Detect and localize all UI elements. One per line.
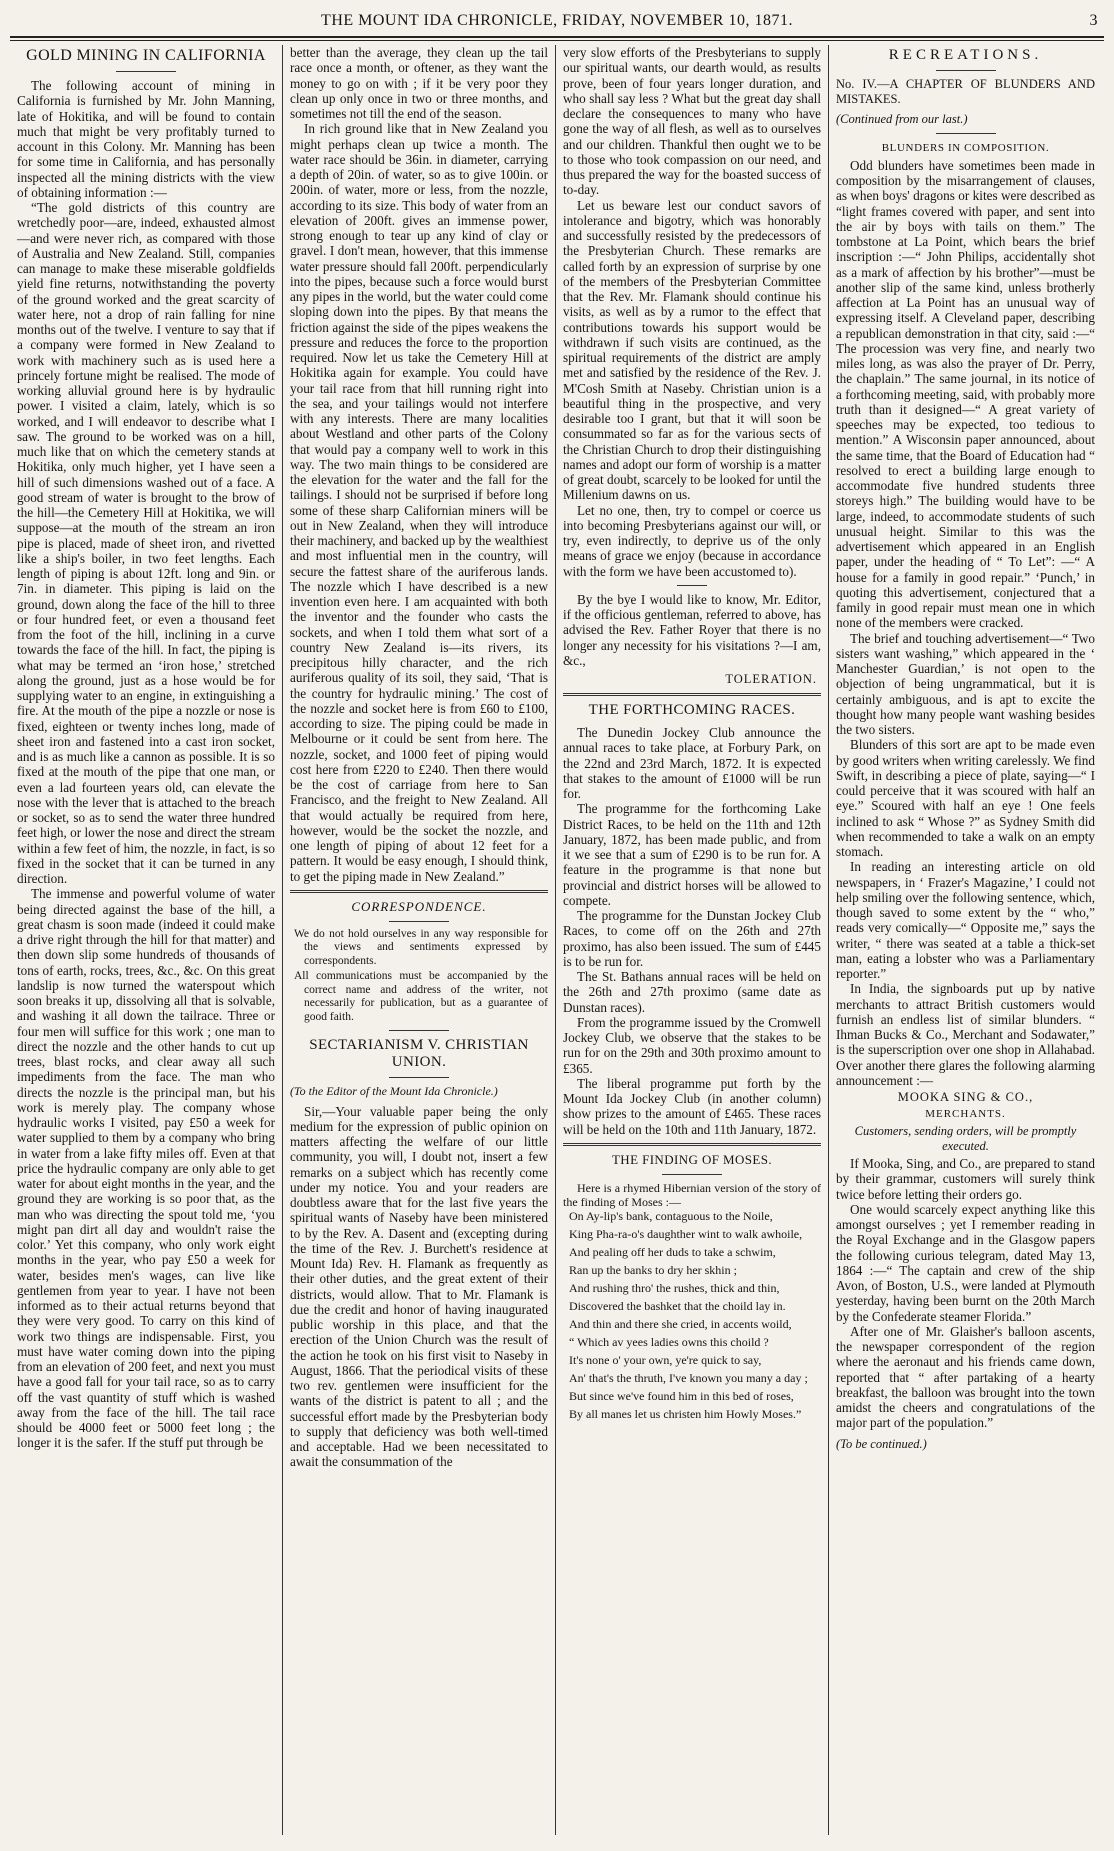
column-4 — [829, 45, 1102, 1835]
letter-signature: TOLERATION. — [725, 672, 817, 686]
section-rule — [563, 693, 821, 696]
poem-line: By all manes let us christen him Howly Moses.” — [569, 1406, 802, 1421]
article-paragraph: “The gold districts of this country are wretchedly poor—are, indeed, exhausted almost—and were never rich, as compared with those of Australia and New Zealand. Still, companies can manage to make these miserable goldfields yield fine returns, notwithstanding the poverty of the ground worked and the great scarcity of water here, not a drop of rain falling for nine months out of the twelve. I venture to say that if a company were formed in New Zealand to work with machinery such as is used here a princely fortune might be realised. The mode of working alluvial ground here is by hydraulic power. I visited a claim, lately, which is so worked, and I will endeavor to describe what I saw. The ground to be worked was on a hill, much like that on which the cemetery stands at Hokitika, only much higher, yet I have seen a hill of such dimensions washed out of a face. A good stream of water is brought to the brow of the hill—the Cemetery Hill at Hokitika, we will suppose—at the mouth of the stream an iron pipe is placed, made of sheet iron, and rivetted like a ship's boiler, in two feet lengths. Each length of piping is about 12ft. long and 9in. or 7in. in diameter. This piping is laid on the ground, down along the face of the hill to three or four hundred feet, or even a thousand feet from the foot of the hill, inclining in a curve towards the face of the hill. In fact, the piping is what may be termed an ‘iron hose,’ stretched along the ground, just as a hose would be for supplying water to an engine, in extinguishing a fire. At the mouth of the pipe a nozzle or nose is fixed, eighteen or twenty inches long, made of sheet iron and fastened into a cast iron socket, and is as much like a cannon as possible. It is so fixed at the mouth of the pipe that one man, or even a lad fourteen years old, can elevate the nose with the lever that is attached to the breach or socket, so as to send the water three hundred feet high, or lower the nose and direct the stream within a few feet of him, the nozzle, in fact, is so fixed in the socket that it can be turned in any direction. — [17, 200, 275, 886]
article-paragraph: In India, the signboards put up by native merchants to attract British customers would furnish an endless list of similar blunders. “ Ihman Bucks & Co., Merchant and Sodawater,” is the superscription over one shop in Allahabad. Over another there glares the following alarming announcement :— — [836, 981, 1095, 1088]
poem-line: And rushing thro' the rushes, thick and thin, — [569, 1280, 780, 1295]
races-paragraph: The programme for the Dunstan Jockey Club Races, to come off on the 26th and 27th proximo, has also been issued. The sum of £445 is to be run for. — [563, 908, 821, 969]
article-paragraph: The brief and touching advertisement—“ Two sisters want washing,” which appeared in the ‘ Manchester Guardian,’ is not open to the objection of being ungrammatical, but it is certainly ambiguous, and is apt to excite the thought how many people want washing besides the two sisters. — [836, 630, 1095, 737]
column-3 — [556, 45, 829, 1835]
article-paragraph: Odd blunders have sometimes been made in composition by the misarrangement of clauses, as when boys' dragons or kites were described as “light frames covered with paper, and sent into the air by boys with tails on them.” The tombstone at La Point, which bears the brief inscription :—“ John Philips, accidentally shot as a mark of affection by his brother”—must be another slip of the same kind, unless brotherly affection at La Point has an unusual way of expressing itself. A Cleveland paper, describing a republican demonstration in that city, said :—“ The procession was very fine, and nearly two miles long, as was also the prayer of Dr. Perry, the chaplain.” The same journal, in its notice of a forthcoming meeting, said, with probably more truth than it designed—“ A great variety of speeches may be expected, too tedious to mention.” A Wisconsin paper announced, about the same time, that the Board of Education had “ resolved to erect a building large enough to accommodate five hundred students three storeys high.” The building would have to be large, indeed, to accommodate students of such unusual height. Similar to this was the advertisement which appeared in an English paper, under the heading of “ To Let”: —“ A house for a family in good repair.” ‘Punch,’ in quoting this advertisement, conjectured that a family in good repair must mean one in which none of the members were cracked. — [836, 157, 1095, 631]
advert-line: Customers, sending orders, will be promptly executed. — [854, 1124, 1077, 1153]
notice-item: We do not hold ourselves in any way responsible for the views and sentiments expressed by correspondents. — [294, 927, 548, 967]
article-paragraph: If Mooka, Sing, and Co., are prepared to stand by their grammar, customers will surely think twice before letting their orders go. — [836, 1156, 1095, 1202]
divider — [662, 1174, 722, 1175]
divider — [936, 70, 996, 71]
poem-line: On Ay-lip's bank, contaguous to the Noile, — [569, 1208, 773, 1223]
poem-line: And thin and there she cried, in accents woild, — [569, 1316, 792, 1331]
divider — [389, 1077, 449, 1078]
advert-line: MOOKA SING & CO., — [897, 1090, 1034, 1104]
poem — [563, 1209, 821, 1421]
masthead — [10, 6, 1104, 36]
divider — [389, 921, 449, 922]
article-paragraph: better than the average, they clean up the tail race once a month, or oftener, as they want the money to go on with ; if it be very poor they clean up only once in two or three months, and sometimes not till the end of the season. — [290, 45, 548, 121]
poem-line: And pealing off her duds to take a schwim, — [569, 1244, 776, 1259]
editorial-notices — [290, 928, 548, 1025]
header-rule-thin — [10, 40, 1104, 41]
races-paragraph: The liberal programme put forth by the Mount Ida Jockey Club (in another column) show prizes to the amount of £465. These races will be held on the 10th and 11th January, 1872. — [563, 1075, 821, 1137]
letter-paragraph: Let us beware lest our conduct savors of intolerance and bigotry, which was honorably and successfully resisted by the predecessors of the Presbyterian Church. These remarks are called forth by an expression of surprise by one of the members of the Presbyterian Committee that the Rev. Mr. Flamank should continue his visits, as well as by a rumor to the effect that contributions towards his support would be withdrawn if such visits are continued, as the spiritual requirements of the district are amply met and satisfied by the residence of the Rev. J. M'Cosh Smith at Naseby. Christian union is a beautiful thing in the prospective, and very desirable too I grant, but that it will soon be consummated so far as for the various sects of the Christian Church to drop their distinguishing names and adopt our form of worship is a matter of great doubt, scarcely to be looked for until the Millenium dawns on us. — [563, 197, 821, 503]
races-heading: THE FORTHCOMING RACES. — [588, 702, 796, 718]
letter-paragraph: Sir,—Your valuable paper being the only medium for the expression of public opinion on matters affecting the welfare of our little community, you will, I doubt not, insert a few remarks on a subject which has recently come under my notice. You and your readers are doubtless aware that for the last five years the spiritual wants of Naseby have been ministered to by the Rev. A. Dasent and (excepting during the time of the Rev. J. Burchett's residence at Mount Ida) Rev. H. Flamank as frequently as their other duties, and the great extent of their districts, would allow. That to Mr. Flamank is due the credit and honor of having inaugurated public worship in this place, and that the erection of the Union Church was the result of the action he took on his first visit to Naseby in August, 1866. That the periodical visits of these two rev. gentlemen were insufficient for the wants of the district is patent to all ; and the successful effort made by the Presbyterian body to supply that deficiency was both well-timed and acceptable. Had we been necessitated to await the consummation of the — [290, 1103, 548, 1470]
section-rule — [563, 1143, 821, 1146]
moses-intro: Here is a rhymed Hibernian version of the story of the finding of Moses :— — [563, 1180, 821, 1209]
letter-paragraph: very slow efforts of the Presbyterians to supply our spiritual wants, our dearth would, as results prove, been of four years longer duration, and who shall say less ? What but the great day shall declare the consequences to many who have gone the way of all flesh, as well as to ourselves and our children. Thankful then ought we to be to those who took compassion on our need, and thus prepared the way for the boasted success of to-day. — [563, 45, 821, 198]
article-paragraph: In rich ground like that in New Zealand you might perhaps clean up twice a month. The water race should be 36in. in diameter, carrying a depth of 20in. of water, so as to give 100in. or 200in. of water, more or less, from the nozzle, according to its size. This body of water from an elevation of 200ft. gives an immense power, strong enough to tear up any kind of clay or gravel. I don't mean, however, that this immense water pressure should fall 200ft. perpendicularly into the pipes, because such a force would burst any pipes in the world, but the water could come sloping down into the pipes. By that means the friction against the side of the pipes weakens the pressure and reduces the force to the proportion required. Now let us take the Cemetery Hill at Hokitika again for example. You could have your tail race from that hill running right into the sea, and your tailings would not interfere with any interests. There are many localities about Westland and other parts of the Colony that would pay a company well to work in this way. The two main things to be considered are the elevation for the water and the fall for the tailings. I should not be surprised if before long some of these sharp Californian miners will be out in New Zealand, when they will introduce their machinery, and backed up by the wealthiest and most influential men in the country, will secure the fattest share of the auriferous lands. The nozzle which I have described is a new invention even here. I am acquainted with both the inventor and the founder who casts the sockets, and when I told them what sort of a country New Zealand is—its rivers, its precipitous hilly character, and the rich auriferous quality of its soil, they said, ‘That is the country for hydraulic mining.’ The cost of the nozzle and socket here is from £60 to £100, according to size. The piping could be made in Melbourne or it could be sent from here. The nozzle, socket, and 1000 feet of piping would cost here from £220 to £240. Then there would be the cost of carriage from here to San Francisco, and the freight to New Zealand. All that would actually be required from here, however, would be the socket the nozzle, and one length of piping of about 12 feet for a pattern. It would be easy enough, I should think, to get the piping made in New Zealand.” — [290, 121, 548, 884]
subheading: BLUNDERS IN COMPOSITION. — [881, 141, 1050, 154]
page-number: 3 — [1089, 12, 1098, 29]
chapter-title: No. IV.—A CHAPTER OF BLUNDERS AND MISTAKES. — [836, 77, 1095, 107]
article-paragraph: After one of Mr. Glaisher's balloon ascents, the newspaper correspondent of the region where the aeronaut and his friends came down, reported that “ after partaking of a hearty breakfast, the balloon was brought into the town amidst the cheers and congratulations of the major part of the population.” — [836, 1323, 1095, 1431]
poem-line: But since we've found him in this bed of roses, — [569, 1388, 794, 1403]
divider — [389, 1030, 449, 1031]
races-paragraph: The programme for the forthcoming Lake District Races, to be held on the 11th and 12th January, 1872, has been made public, and from it we see that a sum of £290 is to be run for. A feature in the programme is that none but provincial and district horses will be allowed to compete. — [563, 801, 821, 908]
column-2 — [283, 45, 556, 1835]
poem-line: King Pha-ra-o's daughther wint to walk awhoile, — [569, 1226, 803, 1241]
to-be-continued: (To be continued.) — [836, 1436, 927, 1451]
article-paragraph: One would scarcely expect anything like this amongst ourselves ; yet I remember reading in the Royal Exchange and in the Glasgow papers the following curious telegram, dated May 13, 1864 :—“ The captain and crew of the ship Avon, of Boston, U.S., were landed at Plymouth yesterday, having been burnt on the 20th March by the Confederate steamer Florida.” — [836, 1201, 1095, 1324]
gold-mining-heading: GOLD MINING IN CALIFORNIA — [26, 47, 266, 64]
notice-item: All communications must be accompanied by the correct name and address of the writer, not necessarily for publication, but as a guarantee of good faith. — [294, 970, 548, 1023]
correspondence-heading: CORRESPONDENCE. — [351, 898, 487, 914]
moses-heading: THE FINDING OF MOSES. — [611, 1151, 773, 1167]
advert-line: MERCHANTS. — [925, 1108, 1006, 1120]
divider — [116, 71, 176, 72]
races-paragraph: The St. Bathans annual races will be held on the 26th and 27th proximo (same date as Dunstan races). — [563, 969, 821, 1015]
column-1 — [10, 45, 283, 1835]
letter-addressee: (To the Editor of the Mount Ida Chronicle.) — [290, 1084, 498, 1099]
poem-line: Ran up the banks to dry her skhin ; — [569, 1262, 737, 1277]
races-paragraph: From the programme issued by the Cromwell Jockey Club, we observe that the stakes to be run for on the 29th and 30th proximo amount to £365. — [563, 1014, 821, 1076]
columns — [10, 45, 1104, 1835]
article-paragraph: The following account of mining in California is furnished by Mr. John Manning, late of Hokitika, and will be found to contain much that might be very profitably turned to account in this Colony. Mr. Manning has been for some time in California, and has personally inspected all the mining districts with the view of obtaining information :— — [17, 78, 275, 200]
header-rule — [10, 36, 1104, 38]
article-paragraph: The immense and powerful volume of water being directed against the base of the hill, a great chasm is soon made (indeed it could make a drive right through the hill for that matter) and then down slip some hundreds of thousands of tons of earth, rocks, trees, &c., &c. On this great landslip is now turned the waterspout which soon breaks it up, dissolving all that is solvable, and washing it all down the tailrace. Three or four men will suffice for this work ; one man to direct the nozzle and the other hands to cut up trees, blast rocks, and clear away all such impediments from the face. The man who directs the nozzle is the principal man, but his work is merely play. The company whose hydraulic works I visited, pay £50 a week for water supplied to them by a company who bring in water from a lake fifty miles off. Even at that price the hydraulic company are only able to get water for about eight months in the year, and the ground they are working is so poor that, as the man who was directing the spout told me, ‘you might pan dirt all day and wouldn't raise the color.’ Yet this company, who only work eight months in the year, who pay £50 a week for water, besides men's wages, can live like gentlemen from year to year. I have not been informed as to their actual returns beyond that they were very good. To carry on this kind of work two things are indispensable. First, you must have water coming down into the piping from an elevation of 200 feet, and next you must have a good fall for your tail race, so as to carry off the vast quantity of stuff which is washed away from the face of the hill. The tail race should be 4000 feet or 5000 feet long ; the longer it is the safer. If the stuff put through be — [17, 886, 275, 1451]
poem-line: It's none o' your own, ye're quick to say, — [569, 1352, 762, 1367]
recreations-heading: RECREATIONS. — [888, 47, 1043, 63]
section-rule — [290, 890, 548, 893]
article-paragraph: Blunders of this sort are apt to be made even by good writers when writing carelessly. We find Swift, in describing a piece of plate, saying—“ I could perceive that it was scoured with half an eye.” Scoured with half an eye ! One feels inclined to ask “ Whose ?” as Sydney Smith did when recommended to take a walk on an empty stomach. — [836, 737, 1095, 859]
divider — [677, 585, 707, 586]
continued-note: (Continued from our last.) — [836, 111, 968, 126]
poem-line: An' that's the thruth, I've known you many a day ; — [569, 1370, 808, 1385]
letter-paragraph: By the bye I would like to know, Mr. Editor, if the officious gentleman, referred to above, has advised the Rev. Father Royer that there is no longer any necessity for his visitations ?—I am, &c., — [563, 591, 821, 668]
sectarianism-heading: SECTARIANISM V. CHRISTIAN UNION. — [309, 1037, 529, 1071]
page-header-title: THE MOUNT IDA CHRONICLE, FRIDAY, NOVEMBER 10, 1871. — [321, 12, 793, 29]
article-paragraph: In reading an interesting article on old newspapers, in ‘ Frazer's Magazine,’ I could not help smiling over the following sentence, which, though saved to some extent by the “ who,” reads very comically—“ Opposite me,” says the writer, “ there was seated at a table a thick-set man, eating a lobster who was a Parliamentary reporter.” — [836, 859, 1095, 981]
letter-paragraph: Let no one, then, try to compel or coerce us into becoming Presbyterians against our will, or try, even indirectly, to deprive us of the only means of grace we enjoy (because in accordance with the form we have been accustomed to). — [563, 502, 821, 579]
poem-line: “ Which av yees ladies owns this choild ? — [569, 1334, 769, 1349]
divider — [936, 133, 996, 134]
races-paragraph: The Dunedin Jockey Club announce the annual races to take place, at Forbury Park, on the 22nd and 23rd March, 1872. It is expected that stakes to the amount of £1000 will be run for. — [563, 725, 821, 801]
poem-line: Discovered the bashket that the choild lay in. — [569, 1298, 786, 1313]
